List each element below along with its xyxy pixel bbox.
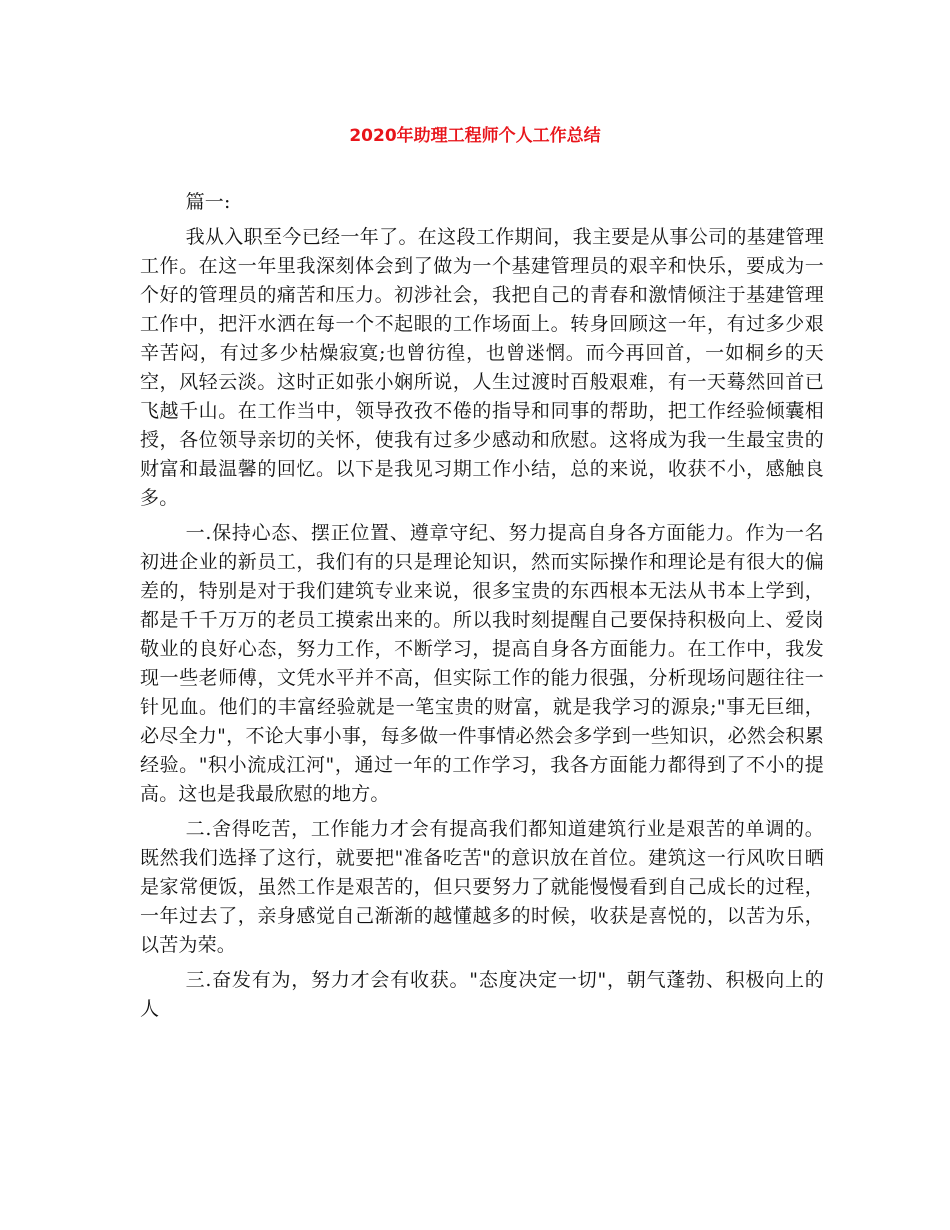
document-title: 2020年助理工程师个人工作总结 <box>349 126 601 146</box>
paragraph-intro: 我从入职至今已经一年了。在这段工作期间，我主要是从事公司的基建管理工作。在这一年里我深刻体会到了做为一个基建管理员的艰辛和快乐，要成为一个好的管理员的痛苦和压力。初涉社会，我把自己的青春和激情倾注于基建管理工作中，把汗水洒在每一个不起眼的工作场面上。转身回顾这一年，有过多少艰辛苦闷，有过多少枯燥寂寞;也曾彷徨，也曾迷惘。而今再回首，一如桐乡的天空，风轻云淡。这时正如张小娴所说，人生过渡时百般艰难，有一天蓦然回首已飞越千山。在工作当中，领导孜孜不倦的指导和同事的帮助，把工作经验倾囊相授，各位领导亲切的关怀，使我有过多少感动和欣慰。这将成为我一生最宝贵的财富和最温馨的回忆。以下是我见习期工作小结，总的来说，收获不小，感触良多。 <box>140 226 824 509</box>
section-heading-part-one: 篇一: <box>185 191 231 213</box>
paragraph-point-one: 一.保持心态、摆正位置、遵章守纪、努力提高自身各方面能力。作为一名初进企业的新员工，我们有的只是理论知识，然而实际操作和理论是有很大的偏差的，特别是对于我们建筑专业来说，很多宝贵的东西根本无法从书本上学到，都是千千万万的老员工摸索出来的。所以我时刻提醒自己要保持积极向上、爱岗敬业的良好心态，努力工作，不断学习，提高自身各方面能力。在工作中，我发现一些老师傅，文凭水平并不高，但实际工作的能力很强，分析现场问题往往一针见血。他们的丰富经验就是一笔宝贵的财富，就是我学习的源泉;"事无巨细，必尽全力"，不论大事小事，每多做一件事情必然会多学到一些知识，必然会积累经验。"积小流成江河"，通过一年的工作学习，我各方面能力都得到了不小的提高。这也是我最欣慰的地方。 <box>140 522 824 805</box>
document-body <box>140 188 824 1024</box>
paragraph-point-two: 二.舍得吃苦，工作能力才会有提高我们都知道建筑行业是艰苦的单调的。既然我们选择了这行，就要把"准备吃苦"的意识放在首位。建筑这一行风吹日晒是家常便饭，虽然工作是艰苦的，但只要努力了就能慢慢看到自己成长的过程，一年过去了，亲身感觉自己渐渐的越懂越多的时候，收获是喜悦的，以苦为乐，以苦为荣。 <box>140 818 824 956</box>
paragraph-point-three: 三.奋发有为，努力才会有收获。"态度决定一切"，朝气蓬勃、积极向上的人 <box>140 969 824 1020</box>
